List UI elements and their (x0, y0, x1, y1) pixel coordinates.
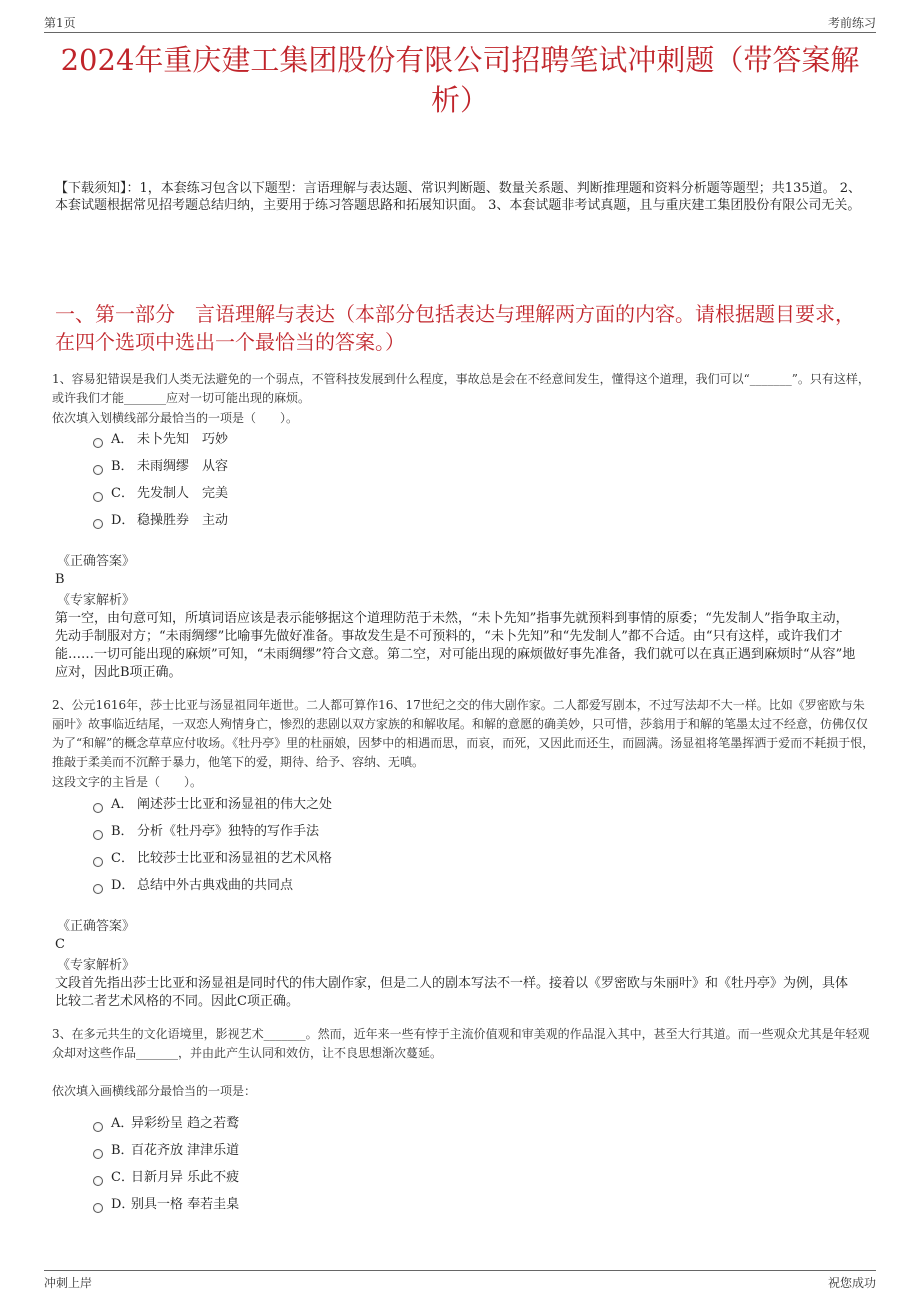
page-header (44, 12, 876, 33)
footer-right: 祝您成功 (827, 1276, 876, 1290)
radio-icon[interactable] (93, 803, 103, 813)
radio-icon[interactable] (93, 492, 103, 502)
question-1-answer: B (55, 572, 65, 587)
radio-icon[interactable] (93, 1149, 103, 1159)
radio-icon[interactable] (93, 1122, 103, 1132)
question-3-option-c[interactable]: C． 日新月异 乐此不疲 (93, 1168, 239, 1188)
question-1-answer-label: 《正确答案》 (57, 554, 136, 569)
question-1-option-b[interactable]: B． 未雨绸缪 从容 (93, 457, 228, 477)
radio-icon[interactable] (93, 857, 103, 867)
radio-icon[interactable] (93, 438, 103, 448)
question-2-answer-label: 《正确答案》 (57, 919, 136, 934)
question-3-stem: 3、在多元共生的文化语境里，影视艺术_______。然而，近年来一些有悖于主流价值观和审美观的作品混入其中，甚至大行其道。而一些观众尤其是年轻观众却对这些作品_______，并由此产生认同和效仿，让不良思想渐次蔓延。 (52, 1027, 870, 1060)
question-2-option-d[interactable]: D． 总结中外古典戏曲的共同点 (93, 876, 293, 896)
page-number: 第1页 (44, 16, 76, 30)
question-2-answer: C (55, 937, 65, 952)
question-1-explanation: 第一空，由句意可知，所填词语应该是表示能够据这个道理防范于未然，“未卜先知”指事先就预料到事情的原委；“先发制人”指争取主动，先动手制服对方；“未雨绸缪”比喻事先做好准备。事故发生是不可预料的，“未卜先知”和“先发制人”都不合适。由“只有这样，或许我们才能……一切可能出现的麻烦”可知，“未雨绸缪”符合文意。第二空，对可能出现的麻烦做好事先准备，我们就可以在真正遇到麻烦时“从容”地应对，因此B项正确。 (55, 611, 856, 680)
question-2-explanation: 文段首先指出莎士比亚和汤显祖是同时代的伟大剧作家，但是二人的剧本写法不一样。接着以《罗密欧与朱丽叶》和《牡丹亭》为例，具体比较二者艺术风格的不同。因此C项正确。 (55, 976, 849, 1009)
question-1-option-a[interactable]: A． 未卜先知 巧妙 (93, 430, 228, 450)
radio-icon[interactable] (93, 1176, 103, 1186)
question-2-prompt: 这段文字的主旨是（ ）。 (52, 775, 203, 789)
question-3-option-a[interactable]: A． 异彩纷呈 趋之若鹜 (93, 1114, 239, 1134)
page-footer (44, 1270, 876, 1291)
question-1-prompt: 依次填入划横线部分最恰当的一项是（ ）。 (52, 411, 299, 425)
question-2-option-a[interactable]: A． 阐述莎士比亚和汤显祖的伟大之处 (93, 795, 332, 815)
document-title: 2024年重庆建工集团股份有限公司招聘笔试冲刺题（带答案解析） (60, 43, 860, 117)
question-2-option-c[interactable]: C． 比较莎士比亚和汤显祖的艺术风格 (93, 849, 332, 869)
question-2-option-b[interactable]: B． 分析《牡丹亭》独特的写作手法 (93, 822, 319, 842)
radio-icon[interactable] (93, 1203, 103, 1213)
question-1-option-c[interactable]: C． 先发制人 完美 (93, 484, 228, 504)
question-3-option-d[interactable]: D． 别具一格 奉若圭臬 (93, 1195, 239, 1215)
question-2-stem: 2、公元1616年，莎士比亚与汤显祖同年逝世。二人都可算作16、17世纪之交的伟大剧作家。二人都爱写剧本，不过写法却不大一样。比如《罗密欧与朱丽叶》故事临近结尾，一双恋人殉情身亡，惨烈的悲剧以双方家族的和解收尾。和解的意愿的确美妙，只可惜，莎翁用于和解的笔墨太过不经意，仿佛仅仅为了“和解”的概念草草应付收场。《牡丹亭》里的杜丽娘，因梦中的相遇而思，而哀，而死，又因此而还生，而圆满。汤显祖将笔墨挥洒于爱而不耗损于恨，推敲于柔美而不沉醉于暴力，他笔下的爱，期待、给予、容纳、无嗔。 (52, 698, 875, 769)
radio-icon[interactable] (93, 465, 103, 475)
section-heading: 一、第一部分 言语理解与表达（本部分包括表达与理解两方面的内容。请根据题目要求，在四个选项中选出一个最恰当的答案。） (55, 302, 855, 354)
question-3-prompt: 依次填入画横线部分最恰当的一项是： (52, 1084, 257, 1098)
question-1-option-d[interactable]: D． 稳操胜券 主动 (93, 511, 228, 531)
radio-icon[interactable] (93, 519, 103, 529)
question-2-explain-label: 《专家解析》 (57, 958, 136, 973)
radio-icon[interactable] (93, 830, 103, 840)
header-tag: 考前练习 (827, 16, 876, 30)
question-1-explain-label: 《专家解析》 (57, 593, 136, 608)
question-3-option-b[interactable]: B． 百花齐放 津津乐道 (93, 1141, 239, 1161)
question-1-stem: 1、容易犯错误是我们人类无法避免的一个弱点，不管科技发展到什么程度，事故总是会在不经意间发生，懂得这个道理，我们可以“_______”。只有这样，或许我们才能_______应对一切可能出现的麻烦。 (52, 372, 870, 405)
download-notice: 【下载须知】：1，本套练习包含以下题型：言语理解与表达题、常识判断题、数量关系题、判断推理题和资料分析题等题型；共135道。 2、本套试题根据常见招考题总结归纳，主要用于练习答题思路和拓展知识面。 3、本套试题非考试真题，且与重庆建工集团股份有限公司无关。 (55, 181, 861, 213)
footer-left: 冲刺上岸 (44, 1276, 93, 1290)
radio-icon[interactable] (93, 884, 103, 894)
